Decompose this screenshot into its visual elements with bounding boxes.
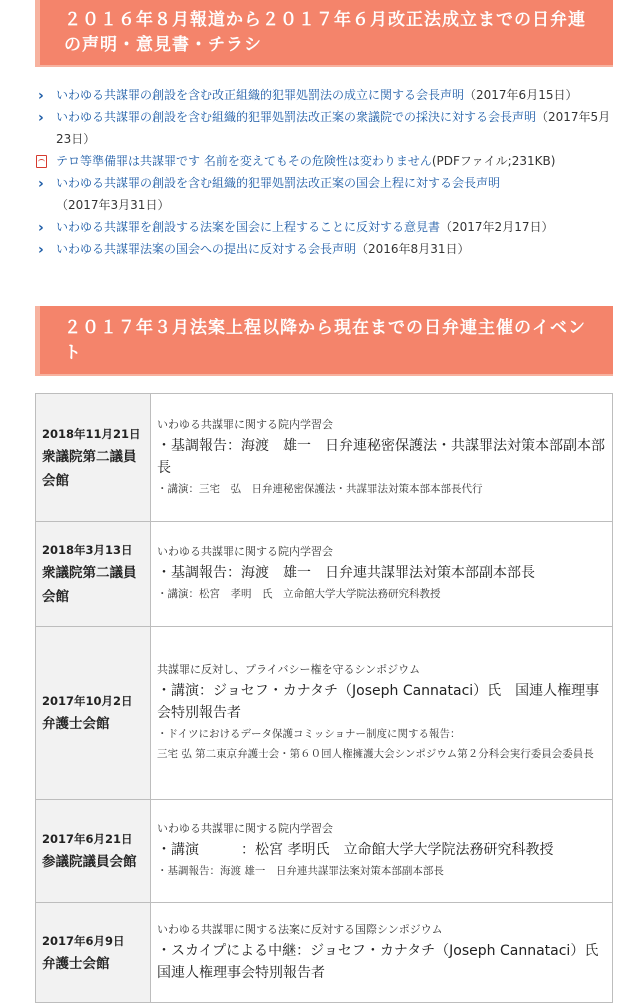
list-item bbox=[36, 238, 611, 260]
event-date-place bbox=[36, 800, 151, 903]
chevron-right-icon: › bbox=[38, 176, 44, 192]
event-speaker: ・基調報告：海渡 雄一 日弁連秘密保護法・共謀罪法対策本部副本部長 bbox=[157, 437, 605, 476]
event-date-place bbox=[36, 522, 151, 627]
event-date: 2018年11月21日 bbox=[42, 426, 141, 441]
file-size: (PDFファイル;231KB) bbox=[431, 154, 556, 168]
event-title: いわゆる共謀罪に関する院内学習会 bbox=[157, 822, 333, 835]
event-sub-speaker: ・講演：松宮 孝明 氏 立命館大学大学院法務研究科教授 bbox=[157, 588, 441, 600]
event-sub-speaker: ・基調報告：海渡 雄一 日弁連共謀罪法案対策本部副本部長 bbox=[157, 865, 444, 877]
statement-link[interactable]: いわゆる共謀罪の創設を含む改正組織的犯罪処罰法の成立に関する会長声明 bbox=[56, 88, 465, 102]
event-date: 2018年3月13日 bbox=[42, 543, 133, 557]
event-venue: 衆議院第二議員会館 bbox=[42, 565, 137, 605]
events-table bbox=[35, 393, 613, 1003]
list-item bbox=[36, 216, 611, 238]
statement-link[interactable]: いわゆる共謀罪の創設を含む組織的犯罪処罰法改正案の国会上程に対する会長声明 bbox=[56, 176, 501, 190]
event-speaker: ・スカイプによる中継：ジョセフ・カナタチ（Joseph Cannataci）氏 国連人権理事会特別報告者 bbox=[157, 942, 613, 981]
table-row bbox=[36, 903, 613, 1003]
event-details bbox=[151, 627, 613, 800]
statement-date: （2017年2月17日） bbox=[440, 220, 554, 234]
event-date: 2017年6月9日 bbox=[42, 933, 125, 948]
event-title: いわゆる共謀罪に関する法案に反対する国際シンポジウム bbox=[157, 922, 443, 936]
list-item bbox=[36, 172, 611, 216]
event-sub-report: 三宅 弘 第二東京弁護士会・第６０回人権擁護大会シンポジウム第２分科会実行委員会委員長 bbox=[157, 748, 594, 760]
event-venue: 弁護士会館 bbox=[42, 716, 110, 732]
event-sub-speaker: ・講演：三宅 弘 日弁連秘密保護法・共謀罪法対策本部本部長代行 bbox=[157, 482, 483, 495]
statement-link[interactable]: いわゆる共謀罪の創設を含む組織的犯罪処罰法改正案の衆議院での採決に対する会長声明 bbox=[56, 110, 537, 124]
event-venue: 参議院議員会館 bbox=[42, 854, 137, 870]
statement-date: （2017年3月31日） bbox=[56, 198, 170, 212]
event-title: いわゆる共謀罪に関する院内学習会 bbox=[157, 417, 333, 431]
event-date: 2017年10月2日 bbox=[42, 694, 133, 708]
event-date-place bbox=[36, 394, 151, 522]
table-row bbox=[36, 627, 613, 800]
flyer-pdf-link[interactable]: テロ等準備罪は共謀罪です 名前を変えてもその危険性は変わりません bbox=[56, 154, 432, 168]
statement-date: （2017年5月23日） bbox=[56, 110, 611, 146]
event-speaker: ・講演：ジョセフ・カナタチ（Joseph Cannataci）氏 国連人権理事会特別報告者 bbox=[157, 683, 600, 721]
opinion-link[interactable]: いわゆる共謀罪を創設する法案を国会に上程することに反対する意見書 bbox=[56, 220, 441, 234]
event-date: 2017年6月21日 bbox=[42, 832, 133, 846]
chevron-right-icon: › bbox=[38, 110, 44, 126]
event-details bbox=[151, 903, 613, 1003]
chevron-right-icon: › bbox=[38, 88, 44, 104]
statement-list bbox=[36, 84, 611, 260]
section-heading-events: ２０１７年３月法案上程以降から現在までの日弁連主催のイベント bbox=[35, 306, 613, 376]
list-item bbox=[36, 150, 611, 172]
statement-date: （2016年8月31日） bbox=[356, 242, 470, 256]
statement-link[interactable]: いわゆる共謀罪法案の国会への提出に反対する会長声明 bbox=[56, 242, 357, 256]
table-row bbox=[36, 394, 613, 522]
event-details bbox=[151, 394, 613, 522]
chevron-right-icon: › bbox=[38, 242, 44, 258]
pdf-icon bbox=[36, 155, 47, 168]
event-title: 共謀罪に反対し、プライバシー権を守るシンポジウム bbox=[157, 663, 421, 676]
chevron-right-icon: › bbox=[38, 220, 44, 236]
event-date-place bbox=[36, 627, 151, 800]
event-details bbox=[151, 522, 613, 627]
event-sub-speaker: ・ドイツにおけるデータ保護コミッショナー制度に関する報告： bbox=[157, 728, 461, 740]
event-title: いわゆる共謀罪に関する院内学習会 bbox=[157, 545, 333, 558]
event-date-place bbox=[36, 903, 151, 1003]
table-row bbox=[36, 522, 613, 627]
event-speaker: ・基調報告：海渡 雄一 日弁連共謀罪法対策本部副本部長 bbox=[157, 565, 535, 581]
section-heading-statements: ２０１６年８月報道から２０１７年６月改正法成立までの日弁連の声明・意見書・チラシ bbox=[35, 0, 613, 67]
statement-date: （2017年6月15日） bbox=[464, 88, 578, 102]
event-venue: 弁護士会館 bbox=[42, 955, 110, 972]
table-row bbox=[36, 800, 613, 903]
event-venue: 衆議院第二議員会館 bbox=[42, 448, 137, 489]
list-item bbox=[36, 84, 611, 106]
event-speaker: ・講演 ：松宮 孝明氏 立命館大学大学院法務研究科教授 bbox=[157, 842, 554, 858]
list-item bbox=[36, 106, 611, 150]
event-details bbox=[151, 800, 613, 903]
